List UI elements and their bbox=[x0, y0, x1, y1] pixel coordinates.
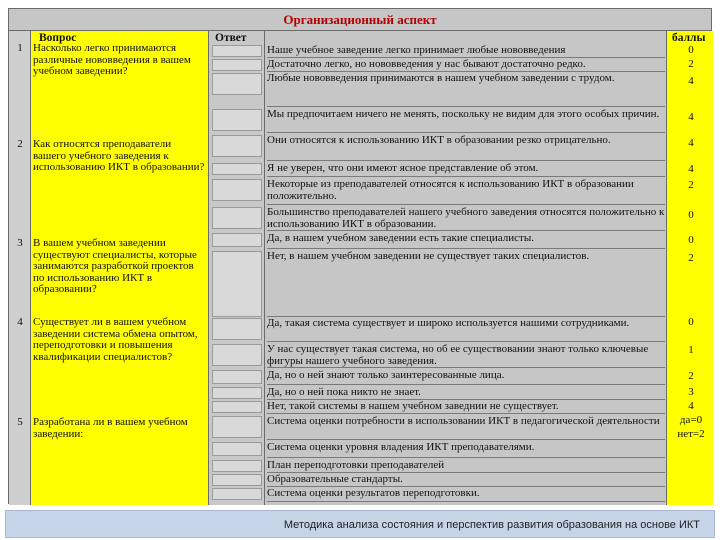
answer-option: Образовательные стандарты. bbox=[267, 474, 665, 487]
answer-box[interactable] bbox=[212, 179, 262, 201]
answer-box[interactable] bbox=[212, 488, 262, 500]
answer-option: План переподготовки преподавателей bbox=[267, 460, 665, 473]
question-number: 5 bbox=[17, 416, 23, 428]
answer-box[interactable] bbox=[212, 370, 262, 384]
question-number: 4 bbox=[17, 316, 23, 328]
question-text: Насколько легко принимаются различные нововведения в вашем учебном заведении? bbox=[33, 42, 191, 77]
answer-option: Да, такая система существует и широко используется нашими сотрудниками. bbox=[267, 318, 665, 342]
number-column bbox=[9, 31, 31, 505]
answer-box[interactable] bbox=[212, 163, 262, 175]
assessment-table bbox=[8, 8, 712, 504]
question-text: Как относятся преподаватели вашего учебного заведения к использованию ИКТ в образовании? bbox=[33, 138, 205, 173]
score-value: да=0 bbox=[679, 414, 703, 426]
answer-box[interactable] bbox=[212, 387, 262, 399]
answer-box[interactable] bbox=[212, 251, 262, 317]
score-value: 2 bbox=[688, 58, 694, 70]
footer-caption: Методика анализа состояния и перспектив развития образования на основе ИКТ bbox=[283, 519, 700, 531]
page-title: Организационный аспект bbox=[9, 9, 711, 31]
answer-option: Большинство преподавателей нашего учебного заведения относятся положительно к использованию ИКТ в образовании. bbox=[267, 206, 665, 230]
score-value: 2 bbox=[688, 252, 694, 264]
score-value: 0 bbox=[688, 209, 694, 221]
score-value: 0 bbox=[688, 316, 694, 328]
answer-option: Система оценки результатов переподготовки. bbox=[267, 488, 665, 502]
answer-option: Мы предпочитаем ничего не менять, поскольку не видим для этого особых причин. bbox=[267, 109, 665, 133]
answer-option: Нет, в нашем учебном заведении не существует таких специалистов. bbox=[267, 251, 665, 317]
answer-box[interactable] bbox=[212, 73, 262, 95]
score-value: 2 bbox=[688, 370, 694, 382]
answer-option: Они относятся к использованию ИКТ в образовании резко отрицательно. bbox=[267, 135, 665, 161]
answer-box[interactable] bbox=[212, 318, 262, 340]
answer-option: Нет, такой системы в нашем учебном заведнии не существует. bbox=[267, 401, 665, 414]
score-value: 3 bbox=[688, 386, 694, 398]
header-question: Вопрос bbox=[39, 32, 77, 44]
answer-option: Система оценки уровня владения ИКТ преподавателями. bbox=[267, 442, 665, 458]
answer-option: Да, в нашем учебном заведении есть такие специалисты. bbox=[267, 233, 665, 249]
answer-box[interactable] bbox=[212, 401, 262, 413]
score-value: 4 bbox=[688, 75, 694, 87]
answer-box[interactable] bbox=[212, 474, 262, 486]
score-value: 4 bbox=[688, 111, 694, 123]
answer-box[interactable] bbox=[212, 442, 262, 456]
footer-bar bbox=[5, 510, 715, 538]
score-value: 0 bbox=[688, 234, 694, 246]
score-value: 0 bbox=[688, 44, 694, 56]
answer-box[interactable] bbox=[212, 109, 262, 131]
header-answer: Ответ bbox=[215, 32, 247, 44]
answer-option: Да, но о ней знают только заинтересованные лица. bbox=[267, 370, 665, 385]
question-text: В вашем учебном заведении существуют специалисты, которые занимаются разработкой проектов по использованию ИКТ в образовании? bbox=[33, 237, 197, 295]
answer-option: Я не уверен, что они имеют ясное представление об этом. bbox=[267, 163, 665, 177]
answer-option: Любые нововведения принимаются в нашем учебном заведении с трудом. bbox=[267, 73, 665, 107]
answer-box[interactable] bbox=[212, 207, 262, 229]
score-value: 4 bbox=[688, 163, 694, 175]
answer-option: Наше учебное заведение легко принимает любые нововведения bbox=[267, 45, 665, 58]
question-number: 3 bbox=[17, 237, 23, 249]
answer-option: Да, но о ней пока никто не знает. bbox=[267, 387, 665, 400]
answer-option: Некоторые из преподавателей относятся к использованию ИКТ в образовании положительно. bbox=[267, 179, 665, 205]
answer-box[interactable] bbox=[212, 45, 262, 57]
score-value: нет=2 bbox=[677, 428, 705, 440]
answer-option: Система оценки потребности в использовании ИКТ в педагогической деятельности bbox=[267, 416, 665, 440]
answer-box[interactable] bbox=[212, 344, 262, 366]
question-number: 1 bbox=[17, 42, 23, 54]
question-text: Существует ли в вашем учебном заведении система обмена опытом, переподготовки и повышения квалификации специалистов? bbox=[33, 316, 198, 363]
answer-box[interactable] bbox=[212, 460, 262, 472]
answer-option: У нас существует такая система, но об ее существовании знают только ключевые фигуры нашего учебного заведения. bbox=[267, 344, 665, 368]
header-score: баллы bbox=[672, 32, 706, 44]
answer-box[interactable] bbox=[212, 135, 262, 157]
answer-option: Достаточно легко, но нововведения у нас бывают достаточно редко. bbox=[267, 59, 665, 72]
answer-box[interactable] bbox=[212, 59, 262, 71]
score-value: 2 bbox=[688, 179, 694, 191]
answer-box[interactable] bbox=[212, 416, 262, 438]
question-text: Разработана ли в вашем учебном заведении: bbox=[33, 416, 188, 440]
question-number: 2 bbox=[17, 138, 23, 150]
score-value: 4 bbox=[688, 400, 694, 412]
answer-box[interactable] bbox=[212, 233, 262, 247]
score-value: 4 bbox=[688, 137, 694, 149]
score-value: 1 bbox=[688, 344, 694, 356]
